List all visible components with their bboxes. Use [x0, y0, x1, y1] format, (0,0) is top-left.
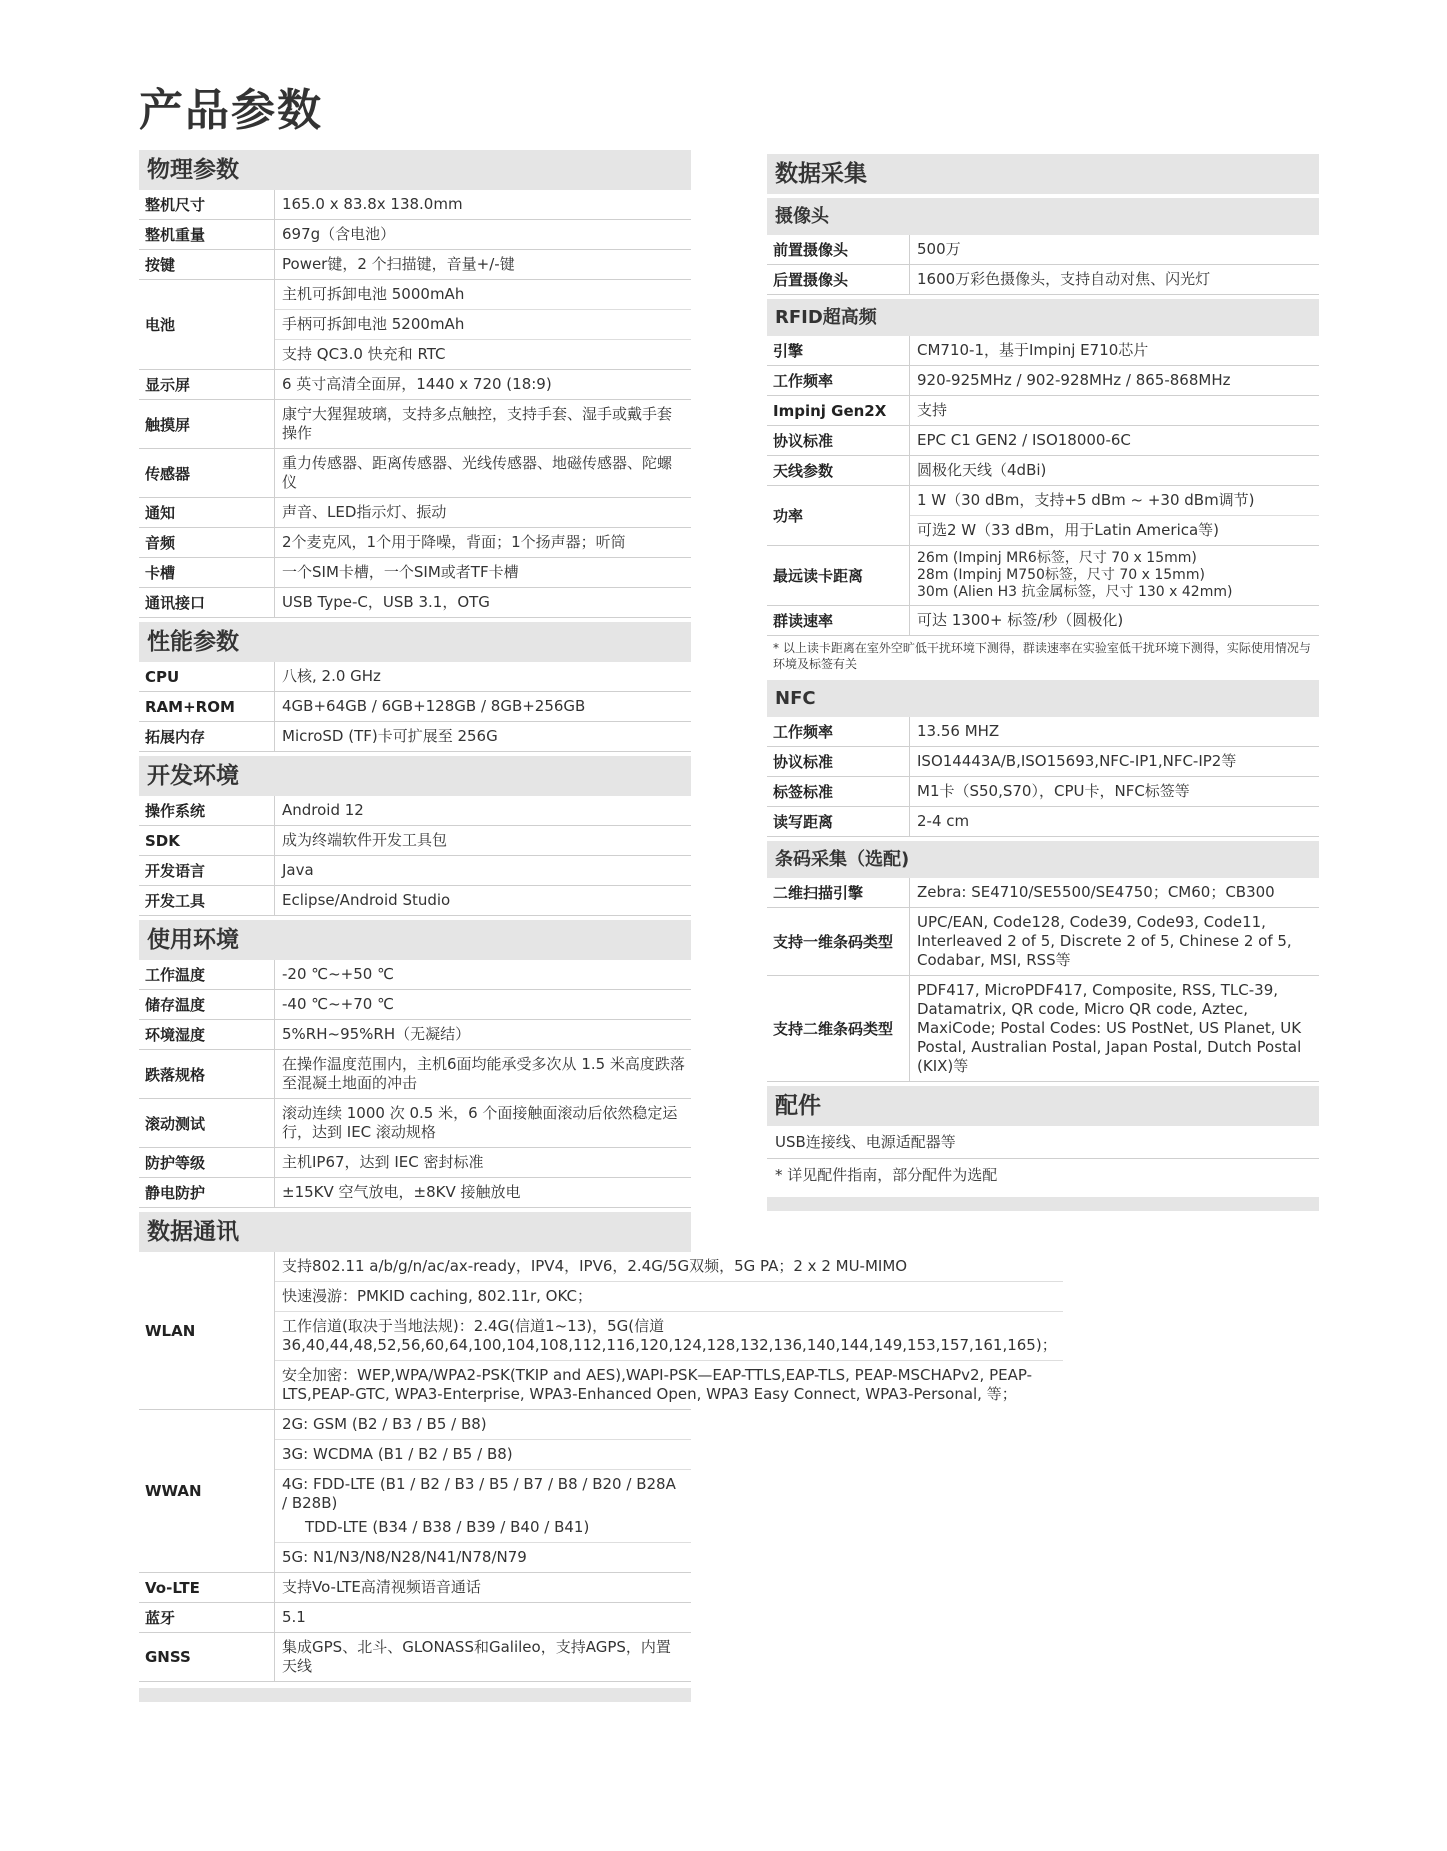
row-label: RAM+ROM	[145, 697, 235, 716]
row-label: 操作系统	[145, 802, 206, 820]
table-row	[767, 777, 1319, 807]
row-label: SDK	[145, 831, 180, 850]
row-label: 整机重量	[145, 226, 206, 244]
table-row	[139, 990, 691, 1020]
row-value: 5.1	[282, 1608, 306, 1626]
table-row	[767, 976, 1319, 1082]
row-value: 支持	[917, 401, 948, 419]
row-label: 最远读卡距离	[773, 567, 864, 585]
row-value: Zebra: SE4710/SE5500/SE4750；CM60；CB300	[917, 883, 1275, 901]
table-row	[139, 400, 691, 449]
row-value: 4GB+64GB / 6GB+128GB / 8GB+256GB	[282, 697, 586, 715]
row-label: 触摸屏	[145, 415, 191, 434]
table-row	[139, 1099, 691, 1148]
row-label: 拓展内存	[145, 728, 206, 746]
table-row	[139, 826, 691, 856]
table-row	[139, 498, 691, 528]
table-row	[767, 235, 1319, 265]
row-value: 1600万彩色摄像头，支持自动对焦、闪光灯	[917, 270, 1211, 288]
row-label: 传感器	[145, 464, 191, 483]
row-value: M1卡（S50,S70），CPU卡，NFC标签等	[917, 782, 1190, 800]
row-value: 支持Vo-LTE高清视频语音通话	[282, 1578, 481, 1596]
row-value: EPC C1 GEN2 / ISO18000-6C	[917, 431, 1131, 449]
row-label: 协议标准	[773, 432, 834, 450]
dev-env-table	[139, 796, 691, 916]
row-label: 工作温度	[145, 966, 206, 984]
row-value: 可达 1300+ 标签/秒（圆极化)	[917, 611, 1124, 629]
row-value: 圆极化天线（4dBi)	[917, 461, 1047, 479]
row-value: 在操作温度范围内，主机6面均能承受多次从 1.5 米高度跌落至混凝土地面的冲击	[282, 1055, 685, 1092]
table-row	[139, 692, 691, 722]
table-row	[139, 190, 691, 220]
table-row	[139, 1633, 691, 1682]
table-row	[139, 558, 691, 588]
row-label: 读写距离	[773, 813, 834, 831]
table-row	[139, 856, 691, 886]
row-value: 集成GPS、北斗、GLONASS和Galileo，支持AGPS，内置天线	[282, 1638, 671, 1675]
row-value: 5%RH~95%RH（无凝结）	[282, 1025, 471, 1043]
section-comm-title: 数据通讯	[139, 1212, 691, 1252]
row-label: 按键	[145, 256, 176, 274]
row-value: Power键，2 个扫描键，音量+/-键	[282, 255, 515, 273]
row-value: 康宁大猩猩玻璃，支持多点触控，支持手套、湿手或戴手套操作	[282, 405, 673, 442]
row-value: 5G: N1/N3/N8/N28/N41/N78/N79	[282, 1548, 527, 1566]
row-value: 26m (Impinj MR6标签，尺寸 70 x 15mm)	[917, 550, 1197, 566]
row-label: 二维扫描引擎	[773, 884, 864, 902]
row-value: 一个SIM卡槽，一个SIM或者TF卡槽	[282, 563, 519, 581]
table-row	[767, 456, 1319, 486]
table-row	[767, 336, 1319, 366]
section-performance-title: 性能参数	[139, 622, 691, 662]
row-value: ISO14443A/B,ISO15693,NFC-IP1,NFC-IP2等	[917, 752, 1237, 770]
row-label: 群读速率	[773, 612, 834, 630]
row-value: 3G: WCDMA (B1 / B2 / B5 / B8)	[275, 1440, 691, 1470]
table-row	[139, 886, 691, 916]
row-label: 功率	[773, 507, 804, 525]
row-label: 整机尺寸	[145, 196, 206, 214]
row-value: 30m (Alien H3 抗金属标签，尺寸 130 x 42mm)	[917, 584, 1233, 600]
row-value: 697g（含电池）	[282, 225, 396, 243]
table-row	[767, 366, 1319, 396]
row-value: 2G: GSM (B2 / B3 / B5 / B8)	[275, 1410, 691, 1440]
sub-camera-title: 摄像头	[767, 198, 1319, 235]
usage-env-table	[139, 960, 691, 1208]
table-row	[767, 747, 1319, 777]
table-row	[767, 546, 1319, 606]
table-row	[139, 1050, 691, 1099]
row-label: 开发语言	[145, 862, 206, 880]
row-value: 6 英寸高清全面屏，1440 x 720 (18:9)	[282, 375, 552, 393]
row-value: 2个麦克风，1个用于降噪，背面；1个扬声器；听筒	[282, 533, 626, 551]
row-value: -20 ℃~+50 ℃	[282, 965, 394, 983]
row-label: Impinj Gen2X	[773, 401, 887, 420]
rfid-note: * 以上读卡距离在室外空旷低干扰环境下测得，群读速率在实验室低干扰环境下测得，实际使用情况与环境及标签有关	[773, 641, 1311, 671]
nfc-table	[767, 717, 1319, 837]
row-value: 500万	[917, 240, 961, 258]
row-value: 支持802.11 a/b/g/n/ac/ax-ready，IPV4，IPV6，2.4G/5G双频，5G PA；2 x 2 MU-MIMO	[275, 1252, 1063, 1282]
table-row	[767, 717, 1319, 747]
table-row	[139, 250, 691, 280]
row-value: 主机IP67，达到 IEC 密封标准	[282, 1153, 484, 1171]
row-value: ±15KV 空气放电，±8KV 接触放电	[282, 1183, 521, 1201]
table-row	[139, 528, 691, 558]
accessories-line: USB连接线、电源适配器等	[767, 1126, 1319, 1159]
row-value: UPC/EAN, Code128, Code39, Code93, Code11, Interleaved 2 of 5, Discrete 2 of 5, Chinese 2 of 5, Codabar, MSI, RSS等	[917, 913, 1292, 969]
row-label: GNSS	[145, 1648, 191, 1666]
row-value: 1 W（30 dBm，支持+5 dBm ~ +30 dBm调节)	[910, 486, 1319, 516]
row-value: Android 12	[282, 801, 364, 819]
table-row	[767, 396, 1319, 426]
row-value: 主机可拆卸电池 5000mAh	[275, 280, 691, 310]
section-usage-env-title: 使用环境	[139, 920, 691, 960]
camera-table	[767, 235, 1319, 295]
table-row	[139, 220, 691, 250]
row-label: 滚动测试	[145, 1114, 206, 1133]
row-label: 标签标准	[773, 783, 834, 801]
row-label: 后置摄像头	[773, 271, 849, 289]
row-label: 天线参数	[773, 462, 834, 480]
table-row	[139, 960, 691, 990]
row-label: 通知	[145, 504, 176, 522]
table-row	[767, 807, 1319, 837]
row-label: 开发工具	[145, 892, 206, 910]
table-row	[139, 722, 691, 752]
table-row	[767, 486, 1319, 546]
row-label: 支持二维条码类型	[773, 1020, 894, 1038]
physical-table	[139, 190, 691, 618]
table-row	[139, 796, 691, 826]
end-bar	[139, 1688, 691, 1702]
row-value: Java	[282, 861, 314, 879]
section-dev-env-title: 开发环境	[139, 756, 691, 796]
row-value: 4G: FDD-LTE (B1 / B2 / B3 / B5 / B7 / B8 / B20 / B28A / B28B)	[282, 1475, 676, 1512]
rfid-table	[767, 336, 1319, 636]
table-row	[139, 1603, 691, 1633]
row-value: 手柄可拆卸电池 5200mAh	[275, 310, 691, 340]
table-row	[139, 662, 691, 692]
row-label: 通讯接口	[145, 594, 206, 612]
comm-table	[139, 1573, 691, 1682]
sub-barcode-title: 条码采集（选配)	[767, 841, 1319, 878]
row-value: 重力传感器、距离传感器、光线传感器、地磁传感器、陀螺仪	[282, 454, 673, 491]
row-label: 协议标准	[773, 753, 834, 771]
row-label: 支持一维条码类型	[773, 933, 894, 951]
row-label: 工作频率	[773, 723, 834, 741]
table-row	[139, 1178, 691, 1208]
row-value: TDD-LTE (B34 / B38 / B39 / B40 / B41)	[275, 1513, 691, 1543]
table-row	[767, 878, 1319, 908]
table-row	[767, 265, 1319, 295]
row-label: Vo-LTE	[145, 1578, 200, 1597]
section-data-capture-title: 数据采集	[767, 154, 1319, 194]
row-label: 音频	[145, 534, 176, 552]
table-row	[139, 280, 691, 370]
table-row	[767, 606, 1319, 636]
row-value: -40 ℃~+70 ℃	[282, 995, 394, 1013]
row-value: MicroSD (TF)卡可扩展至 256G	[282, 727, 498, 745]
wwan-row	[139, 1410, 691, 1573]
row-value: 165.0 x 83.8x 138.0mm	[282, 195, 463, 213]
row-value: 2-4 cm	[917, 812, 970, 830]
performance-table	[139, 662, 691, 752]
page-title: 产品参数	[139, 85, 323, 136]
table-row	[139, 449, 691, 498]
row-label: WWAN	[145, 1482, 202, 1500]
row-value: 13.56 MHZ	[917, 722, 1000, 740]
row-value: USB Type-C，USB 3.1，OTG	[282, 593, 490, 611]
table-row	[139, 370, 691, 400]
row-label: 防护等级	[145, 1154, 206, 1172]
table-row	[139, 1020, 691, 1050]
row-label: CPU	[145, 667, 180, 686]
table-row	[139, 1573, 691, 1603]
section-physical-title: 物理参数	[139, 150, 691, 190]
row-value: 920-925MHz / 902-928MHz / 865-868MHz	[917, 371, 1231, 389]
row-label: 蓝牙	[145, 1609, 176, 1627]
accessories-note: * 详见配件指南，部分配件为选配	[775, 1166, 998, 1184]
row-value: 快速漫游：PMKID caching, 802.11r, OKC；	[275, 1282, 1063, 1312]
row-value: 支持 QC3.0 快充和 RTC	[282, 345, 446, 363]
table-row	[139, 588, 691, 618]
row-label: 前置摄像头	[773, 241, 849, 259]
row-value: 声音、LED指示灯、振动	[282, 503, 447, 521]
table-row	[767, 908, 1319, 976]
row-label: 环境湿度	[145, 1026, 206, 1044]
row-label: 工作频率	[773, 372, 834, 390]
end-bar	[767, 1197, 1319, 1211]
table-row	[139, 1148, 691, 1178]
row-label: 储存温度	[145, 996, 206, 1014]
row-label: 跌落规格	[145, 1065, 206, 1084]
sub-rfid-title: RFID超高频	[767, 299, 1319, 336]
row-value: CM710-1，基于Impinj E710芯片	[917, 341, 1149, 359]
right-column	[767, 150, 1319, 1211]
row-label: 引擎	[773, 342, 804, 360]
row-label: 电池	[145, 316, 176, 334]
row-label: WLAN	[145, 1321, 196, 1340]
sub-nfc-title: NFC	[767, 680, 1319, 717]
row-value: 安全加密：WEP,WPA/WPA2-PSK(TKIP and AES),WAPI-PSK—EAP-TTLS,EAP-TLS, PEAP-MSCHAPv2, PEAP-LTS,PEAP-GTC, WPA3-Enterprise, WPA3-Enhanced Open, WPA3 Easy Connect, WPA3-Personal, 等；	[282, 1366, 1032, 1403]
row-value: 可选2 W（33 dBm，用于Latin America等)	[917, 521, 1220, 539]
row-label: 显示屏	[145, 376, 191, 394]
row-value: 滚动连续 1000 次 0.5 米，6 个面接触面滚动后依然稳定运行，达到 IEC 滚动规格	[282, 1104, 678, 1141]
wlan-row	[139, 1252, 1057, 1410]
row-value: 28m (Impinj M750标签，尺寸 70 x 15mm)	[917, 567, 1205, 583]
table-row	[767, 426, 1319, 456]
row-value: 八核, 2.0 GHz	[282, 667, 381, 685]
row-value: Eclipse/Android Studio	[282, 891, 451, 909]
barcode-table	[767, 878, 1319, 1082]
row-value: 工作信道(取决于当地法规)：2.4G(信道1~13)，5G(信道36,40,44,48,52,56,60,64,100,104,108,112,116,120,124,128,132,136,140,144,149,153,157,161,165)；	[275, 1312, 1063, 1361]
row-value: PDF417, MicroPDF417, Composite, RSS, TLC-39, Datamatrix, QR code, Micro QR code, Aztec, MaxiCode; Postal Codes: US PostNet, US Planet, UK Postal, Australian Postal, Japan Postal, Dutch Postal (KIX)等	[917, 981, 1302, 1075]
row-label: 卡槽	[145, 564, 176, 582]
row-value: 成为终端软件开发工具包	[282, 831, 448, 849]
row-label: 静电防护	[145, 1184, 206, 1202]
section-accessories-title: 配件	[767, 1086, 1319, 1126]
